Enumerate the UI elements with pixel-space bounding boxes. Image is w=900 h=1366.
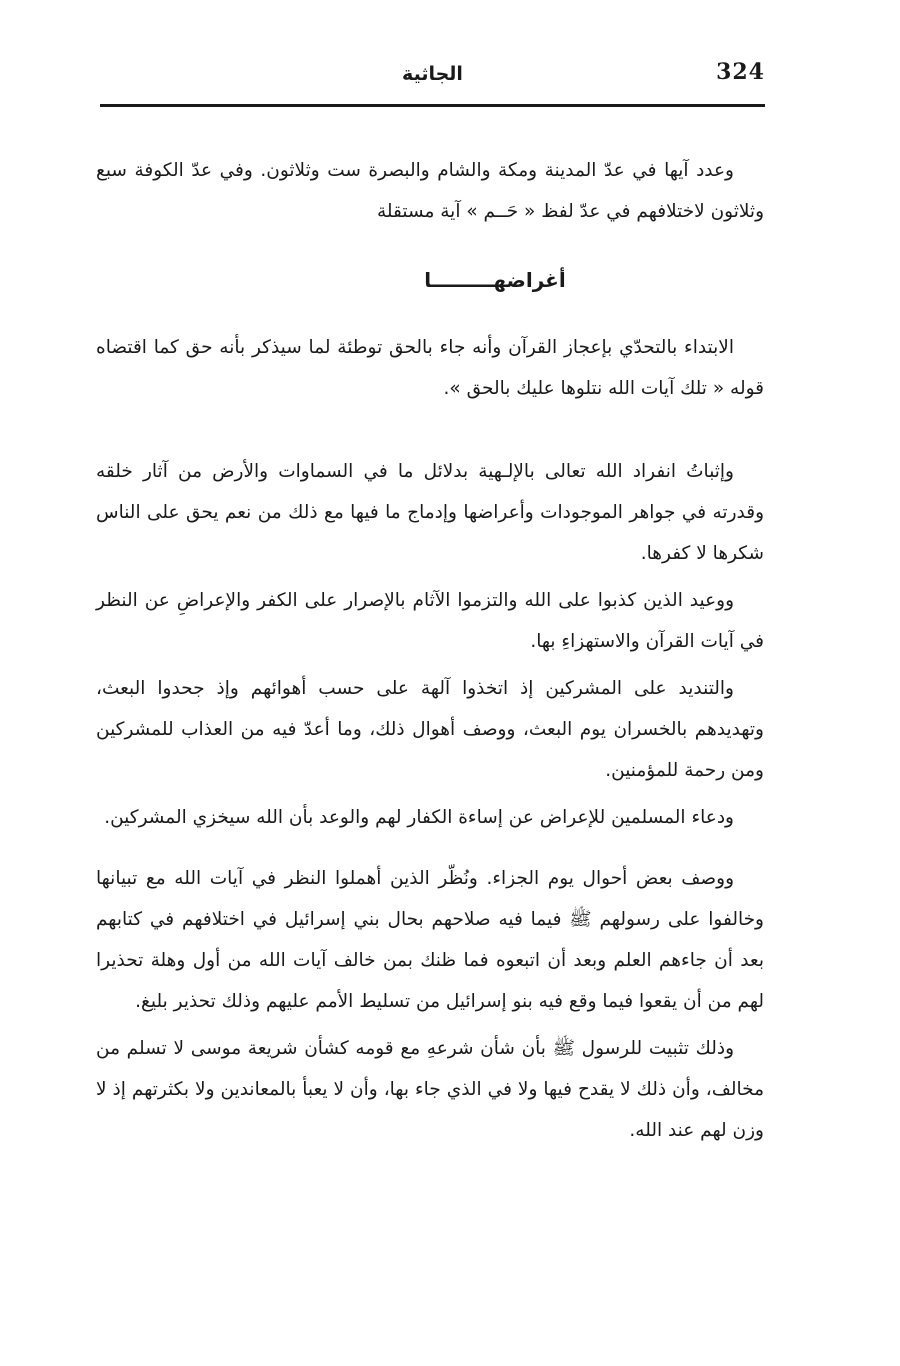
paragraph-5: ودعاء المسلمين للإعراض عن إساءة الكفار لهم والوعد بأن الله سيخزي المشركين. (104, 807, 734, 828)
section-heading: أغراضهـــــــــا (424, 268, 566, 292)
paragraph-3: ووعيد الذين كذبوا على الله والتزموا الآثام بالإصرار على الكفر والإعراضِ عن النظر في آيات القرآن والاستهزاءِ بها. (96, 590, 764, 652)
paragraph-1: الابتداء بالتحدّي بإعجاز القرآن وأنه جاء بالحق توطئة لما سيذكر بأنه حق كما اقتضاه قوله « تلك آيات الله نتلوها عليك بالحق ». (96, 337, 764, 399)
paragraph-4: والتنديد على المشركين إذ اتخذوا آلهة على حسب أهوائهم وإذ جحدوا البعث، وتهديدهم بالخسران يوم البعث، ووصف أهوال ذلك، وما أعدّ فيه من العذاب للمشركين ومن رحمة للمؤمنين. (96, 678, 764, 781)
intro-paragraph: وعدد آيها في عدّ المدينة ومكة والشام والبصرة ست وثلاثون. وفي عدّ الكوفة سبع وثلاثون لاختلافهم في عدّ لفظ « حَــم » آية مستقلة (96, 160, 764, 222)
page-header (100, 55, 765, 99)
paragraph-2: وإثباتُ انفراد الله تعالى بالإلـهية بدلائل ما في السماوات والأرض من آثار خلقه وقدرته في جواهر الموجودات وأعراضها وإدماج ما فيها مع ذلك من نعم يحق على الناس شكرها لا كفرها. (96, 461, 764, 564)
page-body (96, 150, 764, 1151)
paragraph-6: ووصف بعض أحوال يوم الجزاء. ونُظّر الذين أهملوا النظر في آيات الله مع تبيانها وخالفوا على رسولهم ﷺ فيما فيه صلاحهم بحال بني إسرائيل في اختلافهم في كتابهم بعد أن جاءهم العلم وبعد أن اتبعوه فما ظنك بمن خالف آيات الله من أول وهلة تحذيرا لهم من أن يقعوا فيما وقع فيه بنو إسرائيل من تسليط الأمم عليهم وذلك تحذير بليغ. (96, 868, 764, 1012)
header-rule (100, 104, 765, 107)
paragraph-7: وذلك تثبيت للرسول ﷺ بأن شأن شرعهِ مع قومه كشأن شريعة موسى لا تسلم من مخالف، وأن ذلك لا يقدح فيها ولا في الذي جاء بها، وأن لا يعبأ بالمعاندين ولا بكثرتهم إذ لا وزن لهم عند الله. (96, 1038, 764, 1141)
page-number: 324 (716, 59, 765, 85)
running-title: الجاثية (402, 63, 463, 85)
